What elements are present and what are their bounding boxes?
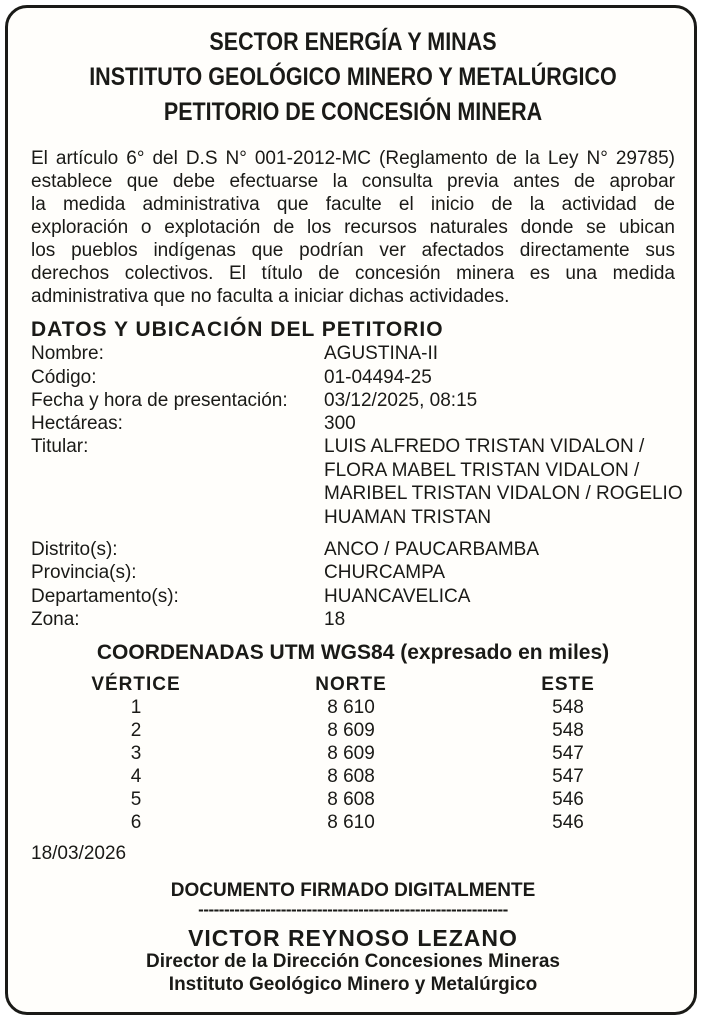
departamento-label: Departamento(s): (31, 586, 179, 607)
titular-line: FLORA MABEL TRISTAN VIDALON / (324, 460, 640, 481)
fecha-publicacion: 18/03/2026 (31, 843, 127, 864)
titular-label: Titular: (31, 436, 89, 457)
coordenadas-heading: COORDENADAS UTM WGS84 (expresado en miles) (96, 641, 610, 664)
departamento-value: HUANCAVELICA (324, 586, 471, 607)
distrito-value: ANCO / PAUCARBAMBA (324, 539, 540, 560)
titular-line: HUAMAN TRISTAN (324, 507, 492, 528)
signature-line: ------------------------------------------------------------ (198, 900, 508, 919)
este-cell: 546 (552, 812, 584, 833)
este-cell: 548 (552, 697, 584, 718)
col-norte-header: NORTE (315, 674, 387, 695)
intro-line: derechos colectivos. El título de concesión minera es una medida (31, 263, 675, 284)
distrito-label: Distrito(s): (31, 539, 118, 560)
provincia-label: Provincia(s): (31, 562, 137, 583)
signer-name: VICTOR REYNOSO LEZANO (188, 925, 518, 951)
intro-line: exploración o explotación de los recursos naturales donde se ubican (31, 217, 675, 238)
hectareas-label: Hectáreas: (31, 413, 123, 434)
vertice-cell: 4 (130, 766, 142, 787)
hectareas-value: 300 (324, 413, 356, 434)
signer-position: Director de la Dirección Concesiones Mineras (146, 951, 560, 972)
zona-value: 18 (324, 609, 346, 630)
vertice-cell: 5 (130, 789, 142, 810)
norte-cell: 8 608 (327, 789, 375, 810)
norte-cell: 8 608 (327, 766, 375, 787)
col-este-header: ESTE (541, 674, 595, 695)
col-vertice-header: VÉRTICE (91, 674, 181, 695)
intro-line: El artículo 6° del D.S N° 001-2012-MC (Reglamento de la Ley N° 29785) (31, 148, 675, 169)
este-cell: 547 (552, 743, 584, 764)
zona-label: Zona: (31, 609, 80, 630)
header-institute: INSTITUTO GEOLÓGICO MINERO Y METALÚRGICO (89, 63, 617, 91)
intro-paragraph (31, 147, 675, 308)
codigo-value: 01-04494-25 (324, 367, 432, 388)
intro-line: la medida administrativa que faculte el inicio de la actividad de (31, 194, 675, 215)
intro-line: los pueblos indígenas que podrían ver afectados directamente sus (31, 240, 675, 261)
signer-institution: Instituto Geológico Minero y Metalúrgico (168, 974, 538, 995)
titular-line: LUIS ALFREDO TRISTAN VIDALON / (324, 436, 645, 457)
este-cell: 548 (552, 720, 584, 741)
vertice-cell: 3 (130, 743, 142, 764)
norte-cell: 8 609 (327, 743, 375, 764)
documento-firmado: DOCUMENTO FIRMADO DIGITALMENTE (170, 880, 536, 901)
este-cell: 547 (552, 766, 584, 787)
vertice-cell: 1 (130, 697, 142, 718)
este-cell: 546 (552, 789, 584, 810)
header-sector: SECTOR ENERGÍA Y MINAS (209, 28, 497, 56)
nombre-label: Nombre: (31, 343, 104, 364)
titular-line: MARIBEL TRISTAN VIDALON / ROGELIO (324, 483, 683, 504)
norte-cell: 8 610 (327, 697, 375, 718)
header-petitorio: PETITORIO DE CONCESIÓN MINERA (163, 98, 543, 126)
nombre-value: AGUSTINA-II (324, 343, 439, 364)
provincia-value: CHURCAMPA (324, 562, 446, 583)
norte-cell: 8 610 (327, 812, 375, 833)
codigo-label: Código: (31, 367, 97, 388)
fecha-label: Fecha y hora de presentación: (31, 390, 288, 411)
vertice-cell: 2 (130, 720, 142, 741)
datos-heading: DATOS Y UBICACIÓN DEL PETITORIO (31, 318, 444, 341)
fecha-value: 03/12/2025, 08:15 (324, 390, 478, 411)
norte-cell: 8 609 (327, 720, 375, 741)
intro-line: administrativa que no faculta a iniciar dichas actividades. (31, 286, 510, 307)
vertice-cell: 6 (130, 812, 142, 833)
intro-line: establece que debe efectuarse la consulta previa antes de aprobar (31, 171, 675, 192)
